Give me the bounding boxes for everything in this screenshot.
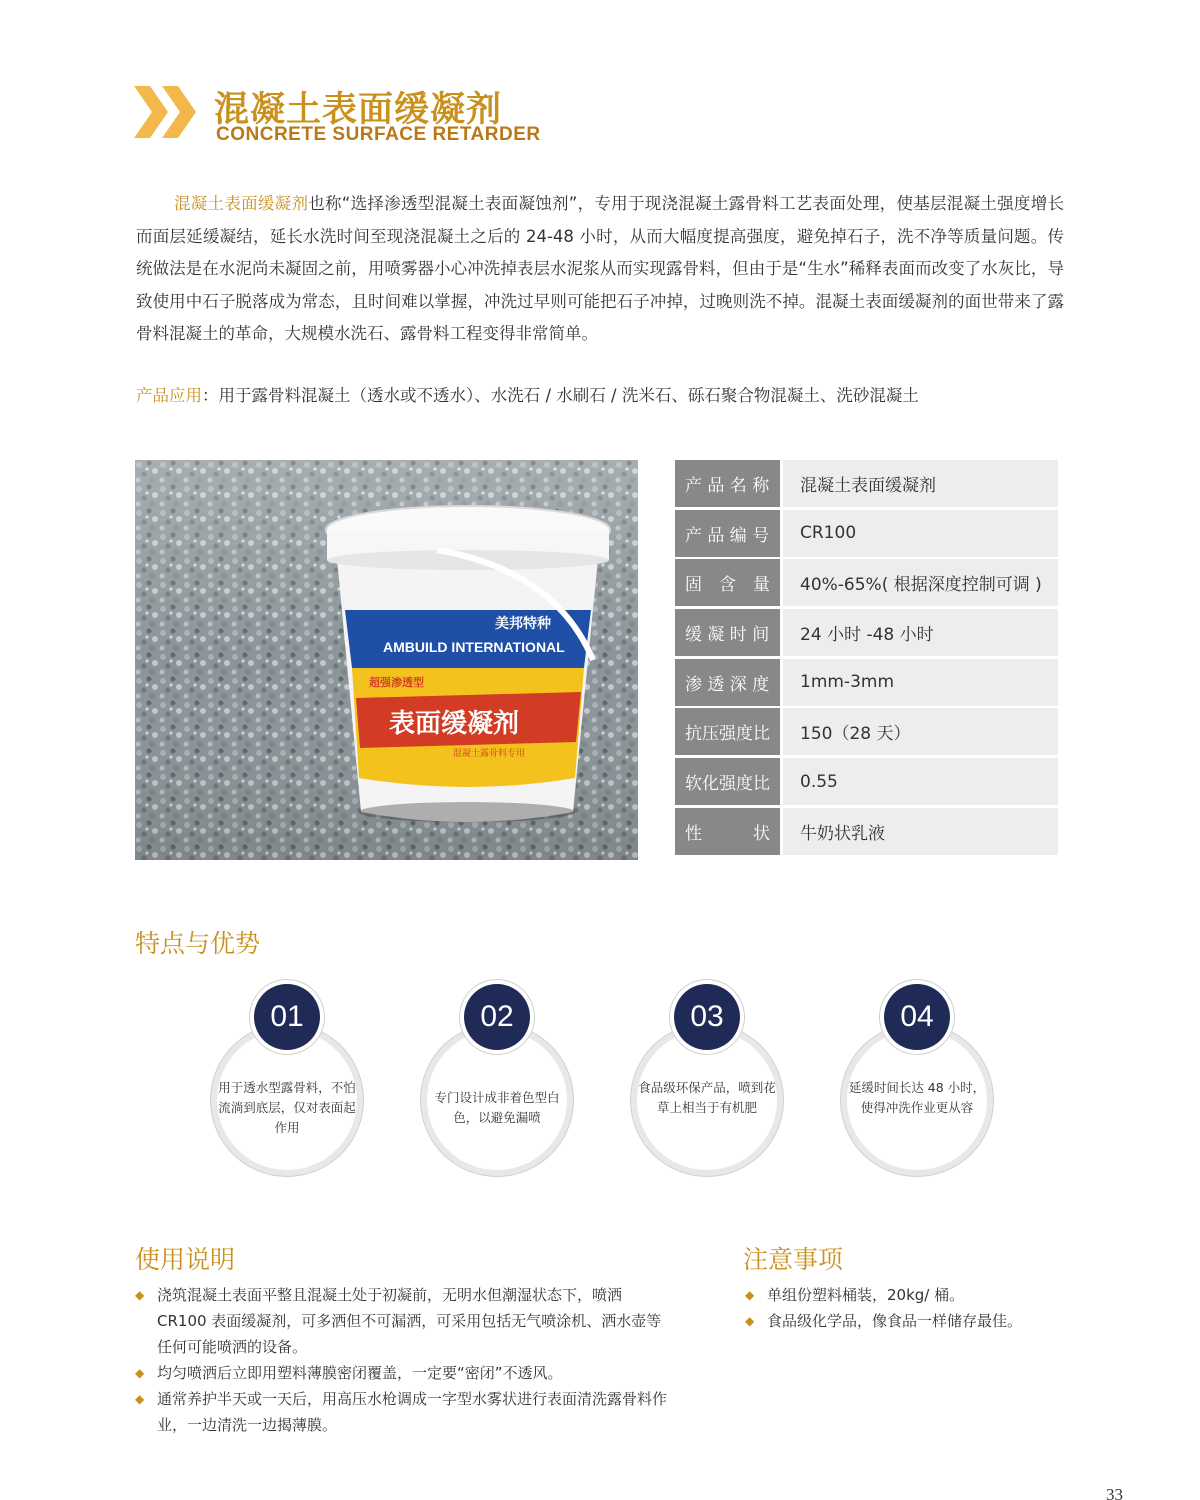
spec-row (675, 460, 1058, 507)
page-title: 混凝土表面缓凝剂 (214, 90, 503, 130)
bucket-brand-cn: 美邦特种 (495, 616, 551, 632)
intro-paragraph (136, 188, 1064, 351)
spec-label: 性 状 (675, 808, 780, 855)
spec-value: 40%-65%( 根据深度控制可调 ) (783, 559, 1058, 606)
feature-card (217, 984, 357, 1180)
spec-value: 24 小时 -48 小时 (783, 609, 1058, 656)
page-number: 33 (1106, 1485, 1123, 1500)
feature-card (847, 984, 987, 1180)
spec-value: 1mm-3mm (783, 659, 1058, 706)
spec-row (675, 609, 1058, 656)
spec-label: 产 品 名 称 (675, 460, 780, 507)
spec-label: 软化强度比 (675, 758, 780, 805)
spec-value: 牛奶状乳液 (783, 808, 1058, 855)
product-photo (135, 460, 638, 860)
notice-title: 注意事项 (743, 1245, 844, 1274)
spec-row (675, 758, 1058, 805)
notice-list (745, 1282, 1065, 1334)
bucket-sub: 混凝土露骨料专用 (453, 749, 526, 759)
bucket-name: 表面缓凝剂 (389, 709, 520, 739)
feature-number: 04 (884, 984, 950, 1050)
application-label: 产品应用 (136, 386, 202, 405)
usage-title: 使用说明 (135, 1245, 236, 1274)
spec-table (675, 460, 1058, 858)
spec-label: 产 品 编 号 (675, 510, 780, 557)
feature-text: 专门设计成非着色型白色，以避免漏喷 (434, 1090, 560, 1125)
intro-highlight: 混凝土表面缓凝剂 (174, 194, 309, 213)
spec-value: 混凝土表面缓凝剂 (783, 460, 1058, 507)
spec-label: 缓 凝 时 间 (675, 609, 780, 656)
chevrons-icon (134, 86, 196, 138)
notice-item: ◆ 食品级化学品，像食品一样储存最佳。 (745, 1308, 1065, 1334)
spec-row (675, 659, 1058, 706)
feature-card (427, 984, 567, 1180)
features-title: 特点与优势 (135, 929, 261, 958)
usage-item: ◆ 通常养护半天或一天后，用高压水枪调成一字型水雾状进行表面清洗露骨料作业，一边清洗一边揭薄膜。 (135, 1386, 675, 1438)
spec-label: 固 含 量 (675, 559, 780, 606)
usage-list (135, 1282, 675, 1438)
feature-text: 用于透水型露骨料，不怕流淌到底层，仅对表面起作用 (218, 1080, 356, 1135)
feature-number: 02 (464, 984, 530, 1050)
spec-value: 0.55 (783, 758, 1058, 805)
bucket-brand-en: AMBUILD INTERNATIONAL (383, 639, 565, 655)
intro-text: 也称“选择渗透型混凝土表面凝蚀剂”，专用于现浇混凝土露骨料工艺表面处理，使基层混凝土强度增长而面层延缓凝结，延长水洗时间至现浇混凝土之后的 24-48 小时，从而大幅度提高强度，避免掉石子，洗不净等质量问题。传统做法是在水泥尚未凝固之前，用喷雾器小心冲洗掉表层水泥浆从而实现露骨料，但由于是“生水”稀释表面而改变了水灰比，导致使用中石子脱落成为常态，且时间难以掌握，冲洗过早则可能把石子冲掉，过晚则洗不掉。混凝土表面缓凝剂的面世带来了露骨料混凝土的革命，大规模水洗石、露骨料工程变得非常简单。 (136, 194, 1064, 343)
feature-card (637, 984, 777, 1180)
application-text: ：用于露骨料混凝土（透水或不透水）、水洗石 / 水刷石 / 洗米石、砾石聚合物混凝土、洗砂混凝土 (202, 386, 919, 405)
usage-item: ◆ 均匀喷洒后立即用塑料薄膜密闭覆盖，一定要“密闭”不透风。 (135, 1360, 675, 1386)
spec-row (675, 559, 1058, 606)
spec-row (675, 808, 1058, 855)
feature-text: 延缓时间长达 48 小时，使得冲洗作业更从容 (848, 1080, 986, 1115)
spec-label: 抗压强度比 (675, 708, 780, 755)
spec-row (675, 510, 1058, 557)
spec-row (675, 708, 1058, 755)
feature-number: 03 (674, 984, 740, 1050)
spec-value: 150（28 天） (783, 708, 1058, 755)
feature-text: 食品级环保产品，喷到花草上相当于有机肥 (638, 1080, 776, 1115)
page-subtitle: CONCRETE SURFACE RETARDER (216, 124, 541, 145)
spec-value: CR100 (783, 510, 1058, 557)
spec-label: 渗 透 深 度 (675, 659, 780, 706)
feature-number: 01 (254, 984, 320, 1050)
application-line (136, 382, 919, 406)
usage-item: ◆ 浇筑混凝土表面平整且混凝土处于初凝前，无明水但潮湿状态下，喷洒 CR100 表面缓凝剂，可多洒但不可漏洒，可采用包括无气喷涂机、洒水壶等任何可能喷洒的设备。 (135, 1282, 675, 1360)
notice-item: ◆ 单组份塑料桶装，20kg/ 桶。 (745, 1282, 1065, 1308)
bucket-tag: 超强渗透型 (369, 676, 424, 689)
